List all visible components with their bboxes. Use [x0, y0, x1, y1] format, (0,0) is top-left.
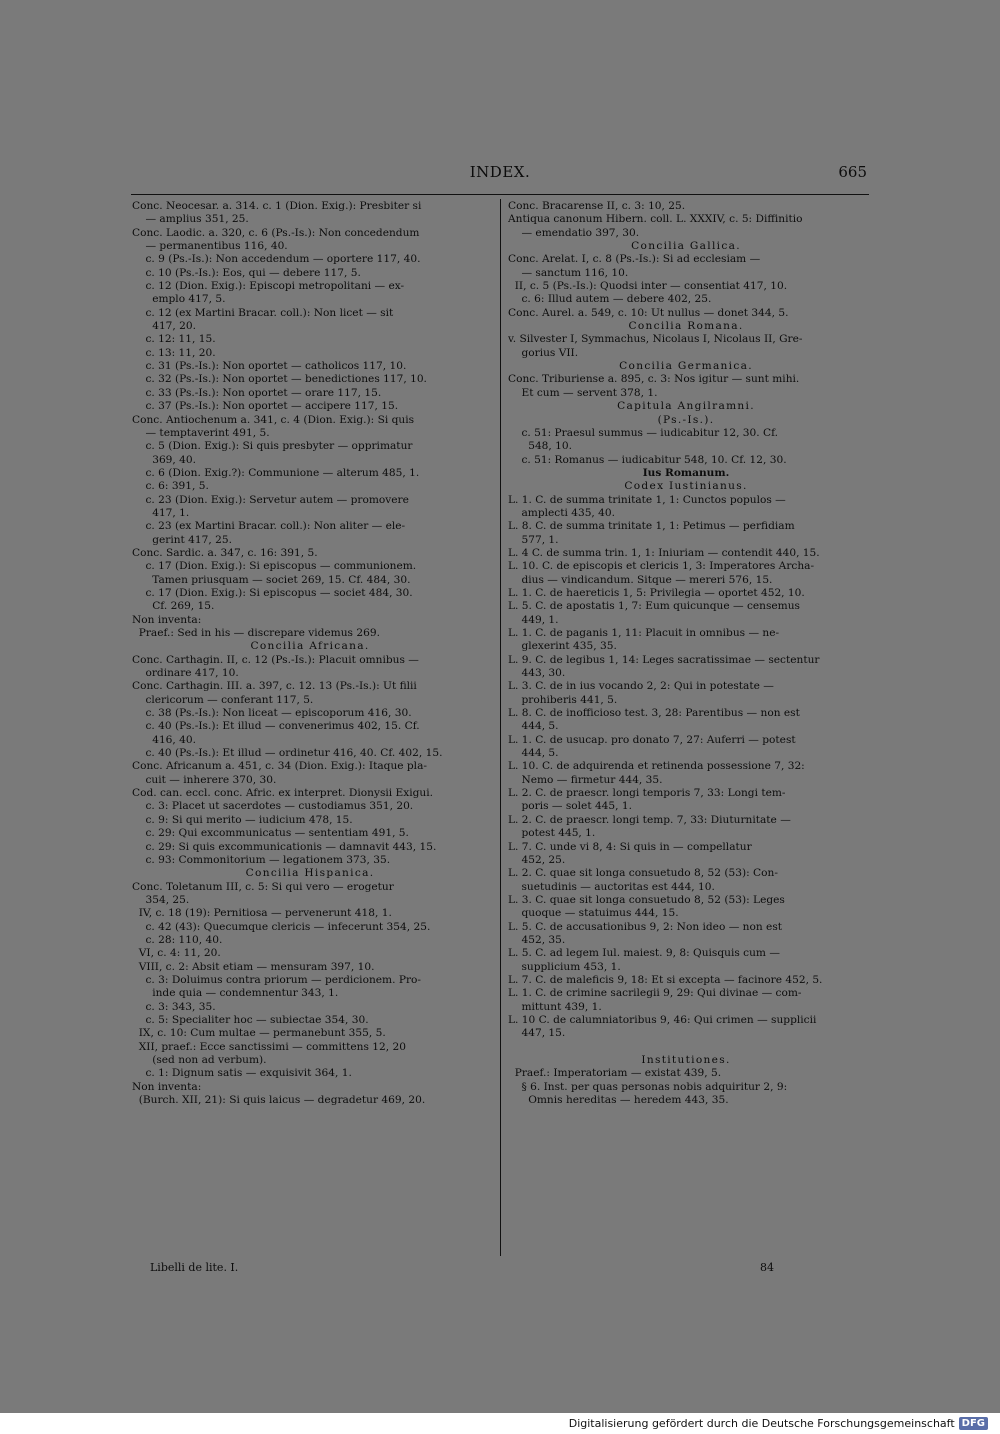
index-line: VIII, c. 2: Absit etiam — mensuram 397, 10. [132, 960, 375, 973]
index-line: c. 12 (Dion. Exig.): Episcopi metropolitani — ex- [132, 280, 405, 293]
index-line: c. 33 (Ps.-Is.): Non oportet — orare 117, 15. [132, 386, 382, 399]
index-line: c. 6 (Dion. Exig.?): Communione — alterum 485, 1. [132, 466, 420, 479]
index-line: v. Silvester I, Symmachus, Nicolaus I, Nicolaus II, Gre- [508, 333, 803, 346]
section-heading: Concilia Germanica. [619, 360, 753, 373]
header-rule [131, 194, 869, 195]
section-heading: (Ps.-Is.). [657, 413, 715, 426]
index-line: VI, c. 4: 11, 20. [132, 947, 221, 960]
index-line: c. 3: Placet ut sacerdotes — custodiamus 351, 20. [132, 800, 414, 813]
index-line: L. 5. C. ad legem Iul. maiest. 9, 8: Quisquis cum — [508, 947, 780, 960]
index-line: 417, 1. [132, 506, 190, 519]
index-line: Conc. Neocesar. a. 314. c. 1 (Dion. Exig.): Presbiter si [132, 200, 422, 212]
index-line: Cf. 269, 15. [132, 600, 215, 613]
index-line: 354, 25. [132, 893, 190, 906]
index-line: 417, 20. [132, 320, 197, 333]
index-line: L. 3. C. quae sit longa consuetudo 8, 52 (53): Leges [508, 893, 785, 906]
index-line: amplecti 435, 40. [508, 506, 616, 519]
index-line: c. 28: 110, 40. [132, 933, 223, 946]
index-line: c. 17 (Dion. Exig.): Si episcopus — communionem. [132, 560, 417, 573]
index-line: poris — solet 445, 1. [508, 800, 633, 813]
index-line: L. 1. C. de paganis 1, 11: Placuit in omnibus — ne- [508, 627, 780, 639]
index-line: c. 9: Si qui merito — iudicium 478, 15. [132, 813, 353, 826]
index-line: c. 1: Dignum satis — exquisivit 364, 1. [132, 1067, 352, 1080]
footer-left: Libelli de lite. I. [150, 1261, 239, 1274]
index-line: c. 5 (Dion. Exig.): Si quis presbyter — opprimatur [132, 440, 413, 453]
index-line: 452, 35. [508, 933, 566, 946]
signature-mark: 84 [760, 1261, 774, 1274]
index-line: 416, 40. [132, 733, 197, 746]
index-line: 444, 5. [508, 720, 559, 733]
index-line: (sed non ad verbum). [132, 1054, 267, 1066]
section-heading: Concilia Hispanica. [245, 867, 375, 880]
index-line: Non inventa: [132, 613, 202, 626]
index-line: L. 7. C. de maleficis 9, 18: Et si excepta — facinore 452, 5. [508, 973, 823, 986]
index-line: Omnis hereditas — heredem 443, 35. [508, 1094, 729, 1107]
index-line: — emendatio 397, 30. [508, 226, 640, 239]
index-line: c. 40 (Ps.-Is.): Et illud — ordinetur 416, 40. Cf. 402, 15. [132, 747, 443, 760]
index-line: IX, c. 10: Cum multae — permanebunt 355, 5. [132, 1027, 386, 1040]
index-line: XII, praef.: Ecce sanctissimi — committens 12, 20 [132, 1040, 406, 1053]
digitization-bar [0, 1413, 1000, 1434]
index-line: L. 9. C. de legibus 1, 14: Leges sacratissimae — sectentur [508, 653, 820, 666]
right-column [508, 200, 864, 1107]
section-heading: Codex Iustinianus. [624, 480, 748, 493]
index-line: II, c. 5 (Ps.-Is.): Quodsi inter — consentiat 417, 10. [508, 280, 788, 293]
index-line: L. 5. C. de apostatis 1, 7: Eum quicunque — censemus [508, 600, 800, 613]
dfg-logo: DFG [959, 1417, 988, 1430]
index-line: c. 13: 11, 20. [132, 346, 216, 359]
index-line: c. 3: Doluimus contra priorum — perdicionem. Pro- [132, 973, 421, 986]
index-line: 369, 40. [132, 453, 197, 466]
index-line: gerint 417, 25. [132, 533, 232, 546]
index-line: suetudinis — auctoritas est 444, 10. [508, 880, 715, 893]
running-title: INDEX. [469, 163, 531, 181]
index-line: supplicium 453, 1. [508, 960, 621, 973]
index-line: Cod. can. eccl. conc. Afric. ex interpret. Dionysii Exigui. [132, 787, 433, 800]
index-line: Nemo — firmetur 444, 35. [508, 773, 663, 786]
index-line: L. 8. C. de summa trinitate 1, 1: Petimus — perfidiam [508, 520, 795, 533]
left-column [132, 200, 488, 1107]
section-heading: Concilia Africana. [250, 640, 370, 653]
column-divider [500, 199, 501, 1256]
index-line: L. 10. C. de adquirenda et retinenda possessione 7, 32: [508, 760, 805, 773]
index-line: prohiberis 441, 5. [508, 693, 618, 706]
index-line: L. 5. C. de accusationibus 9, 2: Non ideo — non est [508, 920, 783, 933]
index-line: quoque — statuimus 444, 15. [508, 907, 679, 920]
index-line: c. 3: 343, 35. [132, 1000, 216, 1013]
index-line: cuit — inherere 370, 30. [132, 773, 277, 786]
index-line: Et cum — servent 378, 1. [508, 386, 658, 399]
index-line: Tamen priusquam — societ 269, 15. Cf. 484, 30. [132, 573, 411, 586]
index-line: 577, 1. [508, 533, 559, 546]
index-line: gorius VII. [508, 346, 579, 359]
index-line: Conc. Toletanum III, c. 5: Si qui vero — erogetur [132, 880, 394, 893]
index-line: dius — vindicandum. Sitque — mereri 576, 15. [508, 573, 773, 586]
index-line: c. 51: Praesul summus — iudicabitur 12, 30. Cf. [508, 426, 779, 439]
index-line: L. 1. C. de crimine sacrilegii 9, 29: Qui divinae — com- [508, 987, 802, 1000]
index-line: — sanctum 116, 10. [508, 266, 629, 279]
index-line: potest 445, 1. [508, 827, 596, 840]
index-line: Conc. Arelat. I, c. 8 (Ps.-Is.): Si ad ecclesiam — [508, 253, 761, 266]
index-line: — temptaverint 491, 5. [132, 426, 270, 439]
index-line: L. 3. C. de in ius vocando 2, 2: Qui in potestate — [508, 680, 774, 693]
index-line: c. 23 (ex Martini Bracar. coll.): Non aliter — ele- [132, 520, 406, 533]
index-line: Praef.: Imperatoriam — existat 439, 5. [508, 1067, 722, 1080]
index-line: emplo 417, 5. [132, 293, 226, 306]
index-line: Conc. Aurel. a. 549, c. 10: Ut nullus — donet 344, 5. [508, 306, 789, 319]
index-line: c. 29: Qui excommunicatus — sententiam 491, 5. [132, 827, 409, 840]
index-line: c. 29: Si quis excommunicationis — damnavit 443, 15. [132, 840, 437, 853]
index-line: c. 40 (Ps.-Is.): Et illud — convenerimus 402, 15. Cf. [132, 720, 420, 733]
index-line: c. 9 (Ps.-Is.): Non accedendum — oportere 117, 40. [132, 253, 421, 266]
index-line: c. 17 (Dion. Exig.): Si episcopus — societ 484, 30. [132, 586, 413, 599]
index-line: L. 7. C. unde vi 8, 4: Si quis in — compellatur [508, 840, 752, 853]
index-line: L. 2. C. quae sit longa consuetudo 8, 52 (53): Con- [508, 867, 778, 880]
index-line: (Burch. XII, 21): Si quis laicus — degradetur 469, 20. [132, 1094, 426, 1107]
index-line: Non inventa: [132, 1080, 202, 1093]
index-line: L. 2. C. de praescr. longi temporis 7, 33: Longi tem- [508, 787, 786, 800]
index-line: 449, 1. [508, 613, 559, 626]
index-line: L. 8. C. de inofficioso test. 3, 28: Parentibus — non est [508, 707, 800, 720]
index-line: c. 51: Romanus — iudicabitur 548, 10. Cf. 12, 30. [508, 453, 787, 466]
index-line: c. 10 (Ps.-Is.): Eos, qui — debere 117, 5. [132, 266, 361, 279]
index-line: Conc. Carthagin. II, c. 12 (Ps.-Is.): Placuit omnibus — [132, 653, 419, 666]
section-heading-bold: Ius Romanum. [642, 466, 730, 479]
index-line: L. 10 C. de calumniatoribus 9, 46: Qui crimen — supplicii [508, 1013, 817, 1026]
index-line: glexerint 435, 35. [508, 640, 617, 653]
index-line: L. 2. C. de praescr. longi temp. 7, 33: Diuturnitate — [508, 813, 791, 826]
index-line: L. 1. C. de usucap. pro donato 7, 27: Auferri — potest [508, 733, 796, 746]
index-line: c. 6: Illud autem — debere 402, 25. [508, 293, 712, 306]
index-line: clericorum — conferant 117, 5. [132, 693, 314, 706]
index-line: c. 42 (43): Quecumque clericis — infecerunt 354, 25. [132, 920, 431, 933]
section-heading: Institutiones. [641, 1054, 731, 1066]
index-line: c. 6: 391, 5. [132, 480, 209, 493]
index-line: Conc. Africanum a. 451, c. 34 (Dion. Exig.): Itaque pla- [132, 760, 427, 773]
index-line: Praef.: Sed in his — discrepare videmus 269. [132, 627, 380, 639]
index-line: ordinare 417, 10. [132, 667, 239, 680]
index-line: L. 4 C. de summa trin. 1, 1: Iniuriam — contendit 440, 15. [508, 546, 820, 559]
section-heading: Concilia Romana. [628, 320, 744, 333]
index-line: 548, 10. [508, 440, 573, 453]
index-line: 444, 5. [508, 747, 559, 760]
index-line [508, 1041, 864, 1054]
digitization-notice: Digitalisierung gefördert durch die Deutsche Forschungsgemeinschaft [568, 1417, 955, 1430]
section-heading: Concilia Gallica. [631, 240, 741, 253]
index-line: 447, 15. [508, 1027, 566, 1040]
index-line: 443, 30. [508, 667, 566, 680]
index-line: c. 12 (ex Martini Bracar. coll.): Non licet — sit [132, 306, 394, 319]
index-line: Antiqua canonum Hibern. coll. L. XXXIV, c. 5: Diffinitio [508, 213, 803, 226]
index-line: c. 38 (Ps.-Is.): Non liceat — episcoporum 416, 30. [132, 707, 412, 720]
index-line: Conc. Carthagin. III. a. 397, c. 12. 13 (Ps.-Is.): Ut filii [132, 680, 417, 693]
index-line: Conc. Bracarense II, c. 3: 10, 25. [508, 200, 686, 212]
index-line: L. 1. C. de summa trinitate 1, 1: Cunctos populos — [508, 493, 786, 506]
index-line: Conc. Sardic. a. 347, c. 16: 391, 5. [132, 546, 318, 559]
index-line: c. 37 (Ps.-Is.): Non oportet — accipere 117, 15. [132, 400, 399, 413]
index-line: c. 31 (Ps.-Is.): Non oportet — catholicos 117, 10. [132, 360, 407, 373]
index-line: c. 5: Specialiter hoc — subiectae 354, 30. [132, 1013, 369, 1026]
index-line: — amplius 351, 25. [132, 213, 249, 226]
index-line: L. 1. C. de haereticis 1, 5: Privilegia — oportet 452, 10. [508, 586, 805, 599]
index-line: c. 32 (Ps.-Is.): Non oportet — benedictiones 117, 10. [132, 373, 427, 386]
page-number: 665 [838, 163, 867, 181]
index-line: inde quia — condemnentur 343, 1. [132, 987, 339, 1000]
index-line: c. 23 (Dion. Exig.): Servetur autem — promovere [132, 493, 409, 506]
index-line: — permanentibus 116, 40. [132, 240, 288, 253]
index-line: IV, c. 18 (19): Pernitiosa — pervenerunt 418, 1. [132, 907, 392, 920]
index-line: c. 12: 11, 15. [132, 333, 216, 346]
index-line: mittunt 439, 1. [508, 1000, 602, 1013]
index-line: § 6. Inst. per quas personas nobis adquiritur 2, 9: [508, 1080, 788, 1093]
section-heading: Capitula Angilramni. [617, 400, 755, 413]
index-line: c. 93: Commonitorium — legationem 373, 35. [132, 853, 391, 866]
index-line: Conc. Laodic. a. 320, c. 6 (Ps.-Is.): Non concedendum [132, 226, 420, 239]
index-line: Conc. Triburiense a. 895, c. 3: Nos igitur — sunt mihi. [508, 373, 800, 386]
index-line: L. 10. C. de episcopis et clericis 1, 3: Imperatores Archa- [508, 560, 815, 573]
index-line: Conc. Antiochenum a. 341, c. 4 (Dion. Exig.): Si quis [132, 413, 415, 426]
index-line: 452, 25. [508, 853, 566, 866]
